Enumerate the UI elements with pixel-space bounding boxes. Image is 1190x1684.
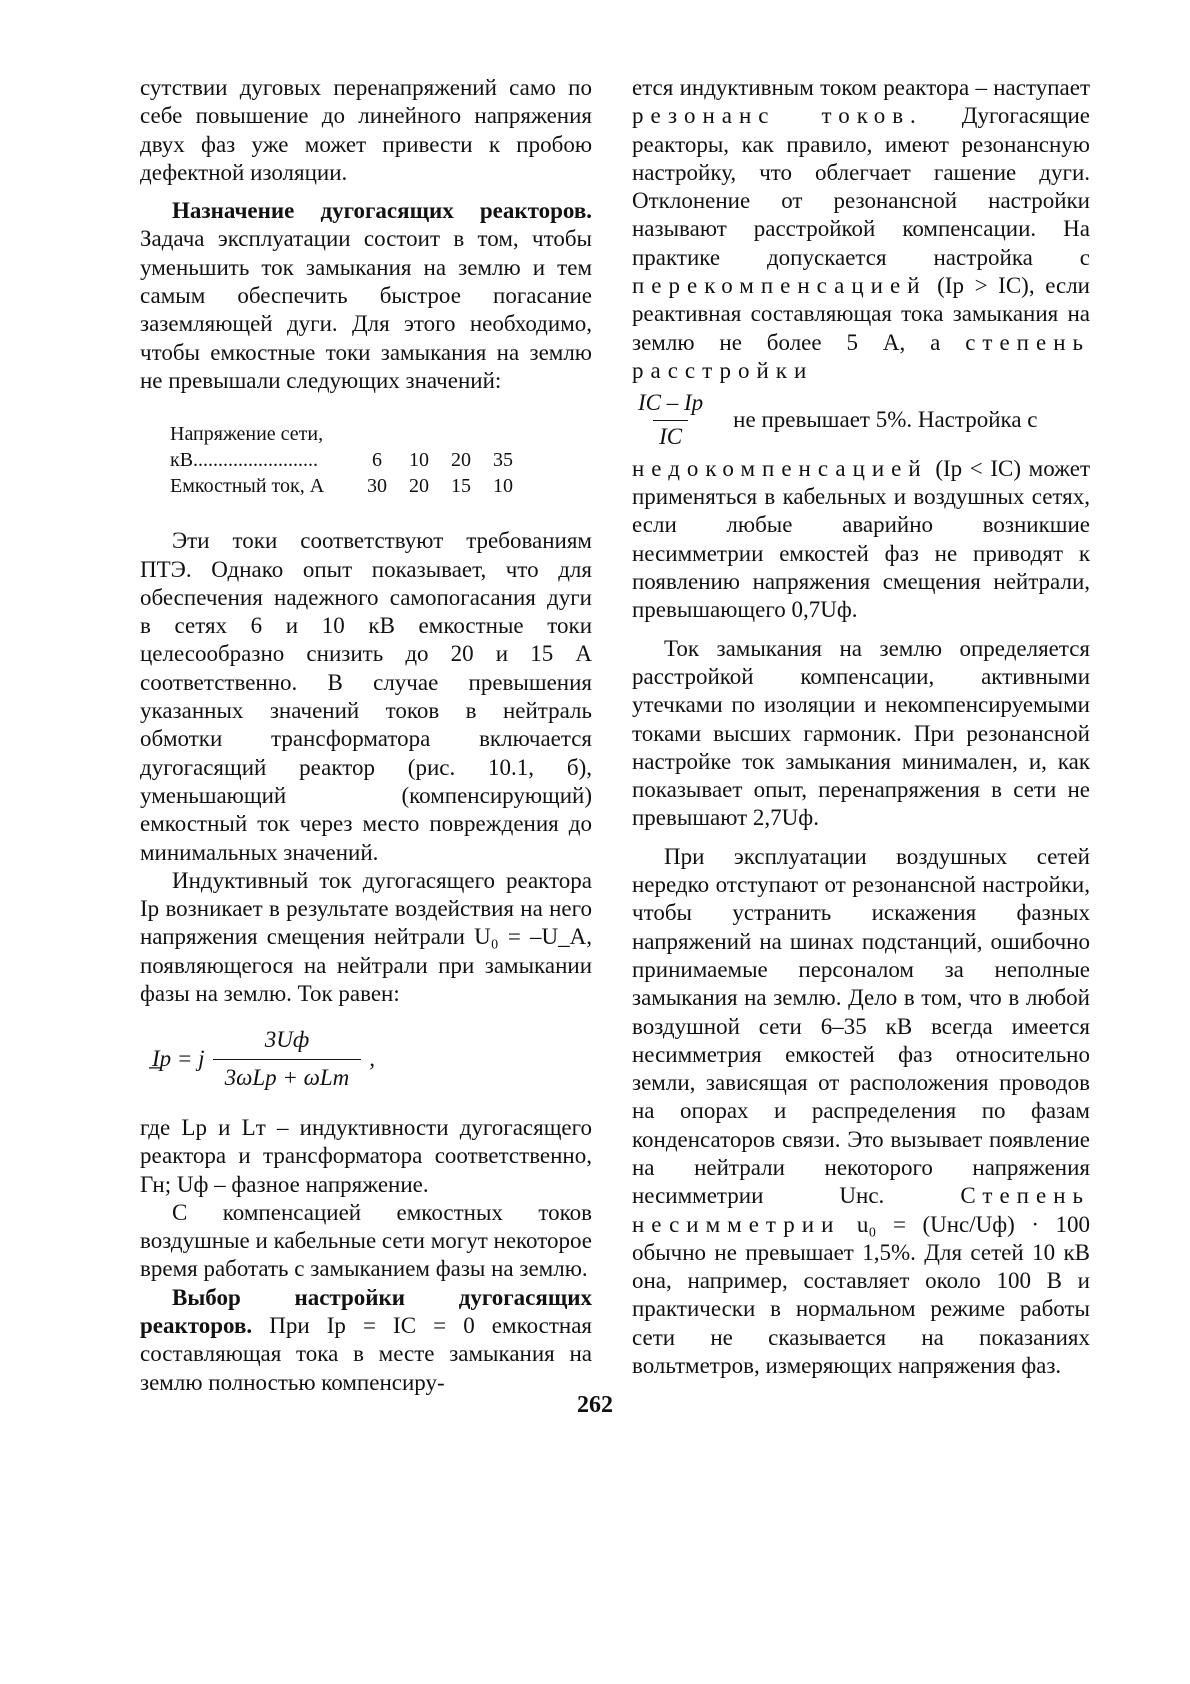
right-text: При эксплуатации воздушных сетей нередко отступают от резонансной настройки, чтобы устранить искажения фазных напряжений на шинах подстанций, ошибочно принимаемые персоналом за неполные замыкания на землю. Дело в том, что в любой воздушной сети 6–35 кВ всегда имеется несимметрия емкостей фаз относительно земли, зависящая от расположения проводов на опорах и распределения по фазам конденсаторов связи. Это вызывает появление на нейтрали некоторого напряжения несимметрии Uнс. [632, 843, 1090, 1209]
page-number: 262 [577, 1392, 613, 1418]
table-cell: 10 [409, 449, 429, 472]
left-paragraph-1: сутствии дуговых перенапряжений само по себе повышение до линейного напряжения двух фаз уже может привести к пробою дефектной изоляции. [140, 75, 592, 185]
detuning-numerator: IC – Iр [638, 390, 704, 416]
right-text: u₀ = (Uнс/Uф) · 100 обычно не превышает 1,5%. Для сетей 10 кВ она, например, составляет около 100 В и практически в нормальном режиме работы сети не сказывается на показаниях вольтметров, измеряющих напряжения фаз. [632, 1211, 1091, 1379]
reactor-current-formula [152, 1026, 592, 1092]
table-cell: 6 [372, 449, 382, 472]
left-paragraph-5: где Lр и Lт – индуктивности дугогасящего реактора и трансформатора соответственно, Гн; Uф – фазное напряжение. [140, 1114, 592, 1197]
right-paragraph-2: Ток замыкания на землю определяется расстройкой компенсации, активными утечками по изоляции и некомпенсируемыми токами высших гармоник. При резонансной настройке ток замыкания минимален, и, как показывает опыт, перенапряжения в сети не превышают 2,7Uф. [632, 635, 1090, 831]
right-text: не превышает 5%. Настройка с [733, 406, 1038, 432]
capacitive-current-table [170, 421, 592, 499]
left-paragraph-6: С компенсацией емкостных токов воздушные и кабельные сети могут некоторое время работать с замыканием фазы на землю. [140, 1199, 592, 1282]
formula-tail: , [369, 1045, 376, 1071]
term-undercompensation: недокомпенсацией [632, 455, 928, 481]
formula-denominator: 3ωLр + ωLт [213, 1059, 362, 1092]
formula-lhs: I̲р = j [152, 1045, 205, 1071]
right-text: (Iр < IC) может применяться в кабельных и воздушных сетях, если любые аварийно возникшие несимметрии емкостей фаз не приводят к появлению напряжения смещения нейтрали, превышающего 0,7Uф. [632, 455, 1091, 623]
table-cell: 10 [493, 475, 513, 498]
right-paragraph-1 [632, 74, 1090, 385]
table-cell: 30 [367, 475, 387, 498]
table-cell: 35 [493, 449, 513, 472]
term-overcompensation: перекомпенсацией [632, 273, 927, 299]
detuning-fraction [632, 389, 709, 451]
table-label-kv: кВ......................... [170, 449, 319, 472]
term-detuning-degree: степень расстройки [632, 329, 1091, 383]
left-paragraph-3: Эти токи соответствуют требованиям ПТЭ. Однако опыт показывает, что для обеспечения надежного самопогасания дуги в сетях 6 и 10 кВ емкостные токи целесообразно снизить до 20 и 15 А соответственно. В случае превышения указанных значений токов в нейтраль обмотки трансформатора включается дугогасящий реактор (рис. 10.1, б), уменьшающий (компенсирующий) емкостный ток через место повреждения до минимальных значений. [140, 528, 592, 865]
left-paragraph-7 [140, 1284, 592, 1397]
formula-fraction [213, 1026, 362, 1092]
left-paragraph-7-text: При Iр = IC = 0 емкостная составляющая тока в месте замыкания на землю полностью компенсиру- [140, 1312, 593, 1395]
table-cell: 15 [451, 475, 471, 498]
formula-numerator: 3Uф [264, 1027, 310, 1053]
table-row-voltage-label [170, 421, 592, 447]
detuning-formula-line [632, 389, 1090, 451]
table-row-voltage [170, 447, 592, 473]
right-text: ется индуктивным током реактора – наступает [632, 75, 1090, 100]
right-paragraph-3 [632, 843, 1090, 1381]
left-paragraph-2-text: Задача эксплуатации состоит в том, чтобы уменьшить ток замыкания на землю и тем самым обеспечить быстрое погасание заземляющей дуги. Для этого необходимо, чтобы емкостные токи замыкания на землю не превышали следующих значений: [140, 226, 592, 393]
table-cell: 20 [451, 449, 471, 472]
heading-reactor-tuning: Выбор настройки дугогасящих реакторов. [140, 1284, 592, 1338]
term-current-resonance: резонанс токов. [632, 103, 923, 129]
heading-arc-suppression-reactors: Назначение дугогасящих реакторов. [172, 198, 592, 224]
right-column [632, 74, 1090, 1380]
table-row-current [170, 473, 592, 499]
left-column [140, 74, 592, 1397]
left-paragraph-2 [140, 197, 592, 395]
table-label-current: Емкостный ток, А [170, 475, 325, 498]
table-cell: 20 [409, 475, 429, 498]
right-text: Дугогасящие реакторы, как правило, имеют резонансную настройку, что облегчает гашение дуги. Отклонение от резонансной настройки называют расстройкой компенсации. На практике допускается настройка с [632, 103, 1090, 270]
term-asymmetry-degree: Степень несимметрии [632, 1183, 1090, 1237]
right-text: (Iр > IC), если реактивная составляющая тока замыкания на землю не более 5 А, а [632, 273, 1090, 355]
table-label-voltage: Напряжение сети, [170, 423, 324, 446]
detuning-denominator: IC [653, 420, 688, 451]
left-paragraph-4: Индуктивный ток дугогасящего реактора Iр возникает в результате воздействия на него напряжения смещения нейтрали U₀ = –U_A, появляющегося на нейтрали при замыкании фазы на землю. Ток равен: [140, 867, 592, 1007]
right-paragraph-1-cont [632, 455, 1090, 625]
